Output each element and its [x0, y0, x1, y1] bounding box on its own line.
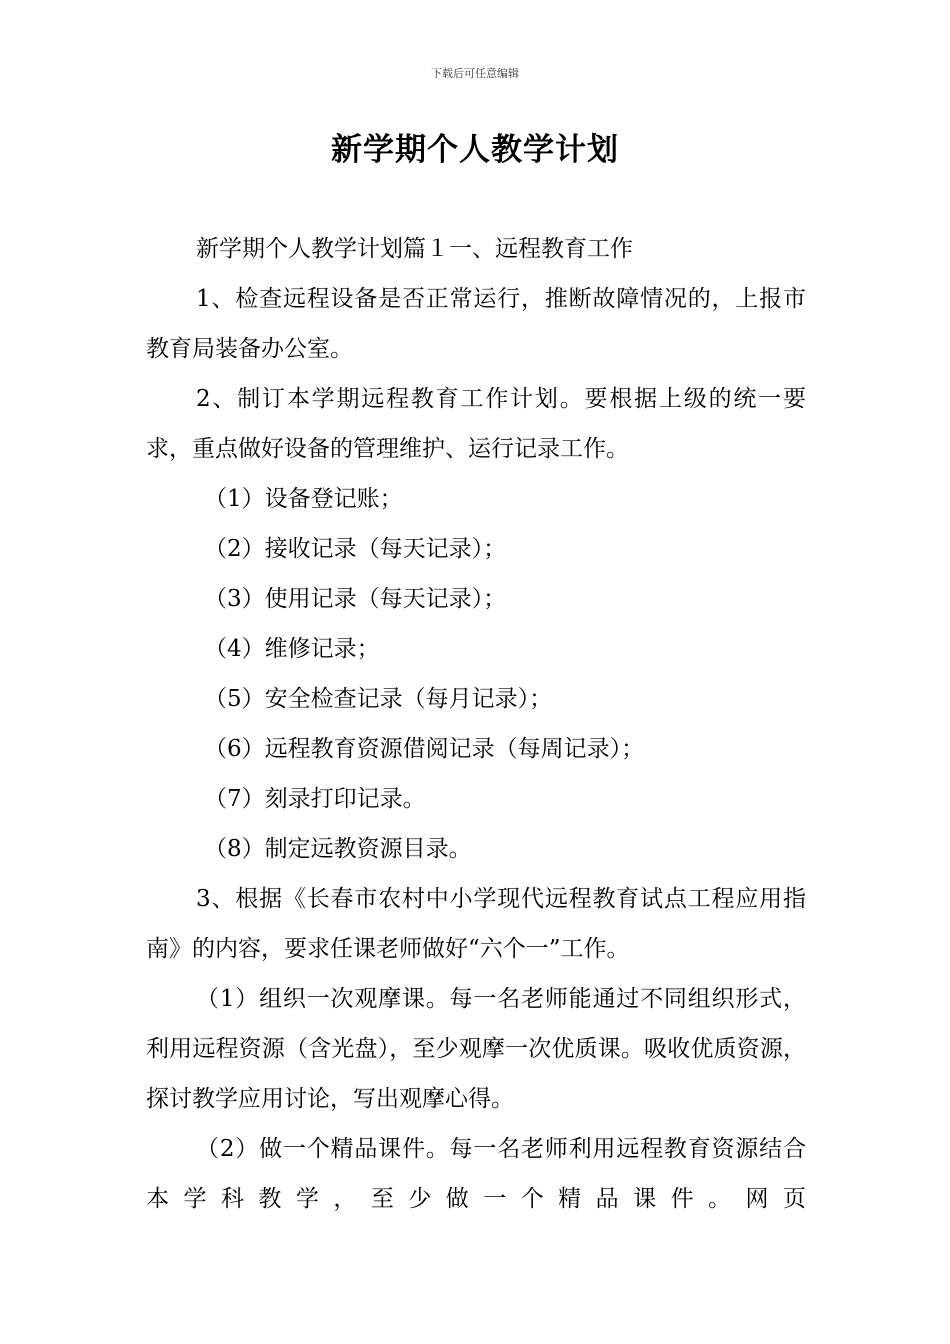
- document-body: [146, 224, 806, 1224]
- paragraph-sub-1: （1）组织一次观摩课。每一名老师能通过不同组织形式，利用远程资源（含光盘），至少观摩一次优质课。吸收优质资源，探讨教学应用讨论，写出观摩心得。: [146, 986, 806, 1112]
- list-item-record-3: （3）使用记录（每天记录）；: [204, 586, 507, 612]
- paragraph-sub-2: （2）做一个精品课件。每一名老师利用远程教育资源结合本学科教学，至少做一个精品课件。网页: [146, 1136, 806, 1212]
- list-item-record-7: （7）刻录打印记录。: [204, 786, 426, 812]
- header-note: 下载后可任意编辑: [431, 67, 519, 80]
- paragraph-section-heading: 新学期个人教学计划篇１一、远程教育工作: [196, 236, 633, 262]
- list-item-record-5: （5）安全检查记录（每月记录）；: [204, 686, 553, 712]
- list-item-record-2: （2）接收记录（每天记录）；: [204, 536, 507, 562]
- list-item-record-6: （6）远程教育资源借阅记录（每周记录）；: [204, 736, 645, 762]
- document-title: 新学期个人教学计划: [331, 132, 619, 168]
- paragraph-item-1: 1、检查远程设备是否正常运行，推断故障情况的，上报市教育局装备办公室。: [146, 286, 806, 362]
- paragraph-item-2: 2、制订本学期远程教育工作计划。要根据上级的统一要求，重点做好设备的管理维护、运行记录工作。: [146, 386, 806, 462]
- paragraph-item-3: 3、根据《长春市农村中小学现代远程教育试点工程应用指南》的内容，要求任课老师做好“六个一”工作。: [146, 886, 806, 962]
- list-item-record-4: （4）维修记录；: [204, 636, 380, 662]
- list-item-record-8: （8）制定远教资源目录。: [204, 836, 472, 862]
- list-item-record-1: （1）设备登记账；: [204, 486, 403, 512]
